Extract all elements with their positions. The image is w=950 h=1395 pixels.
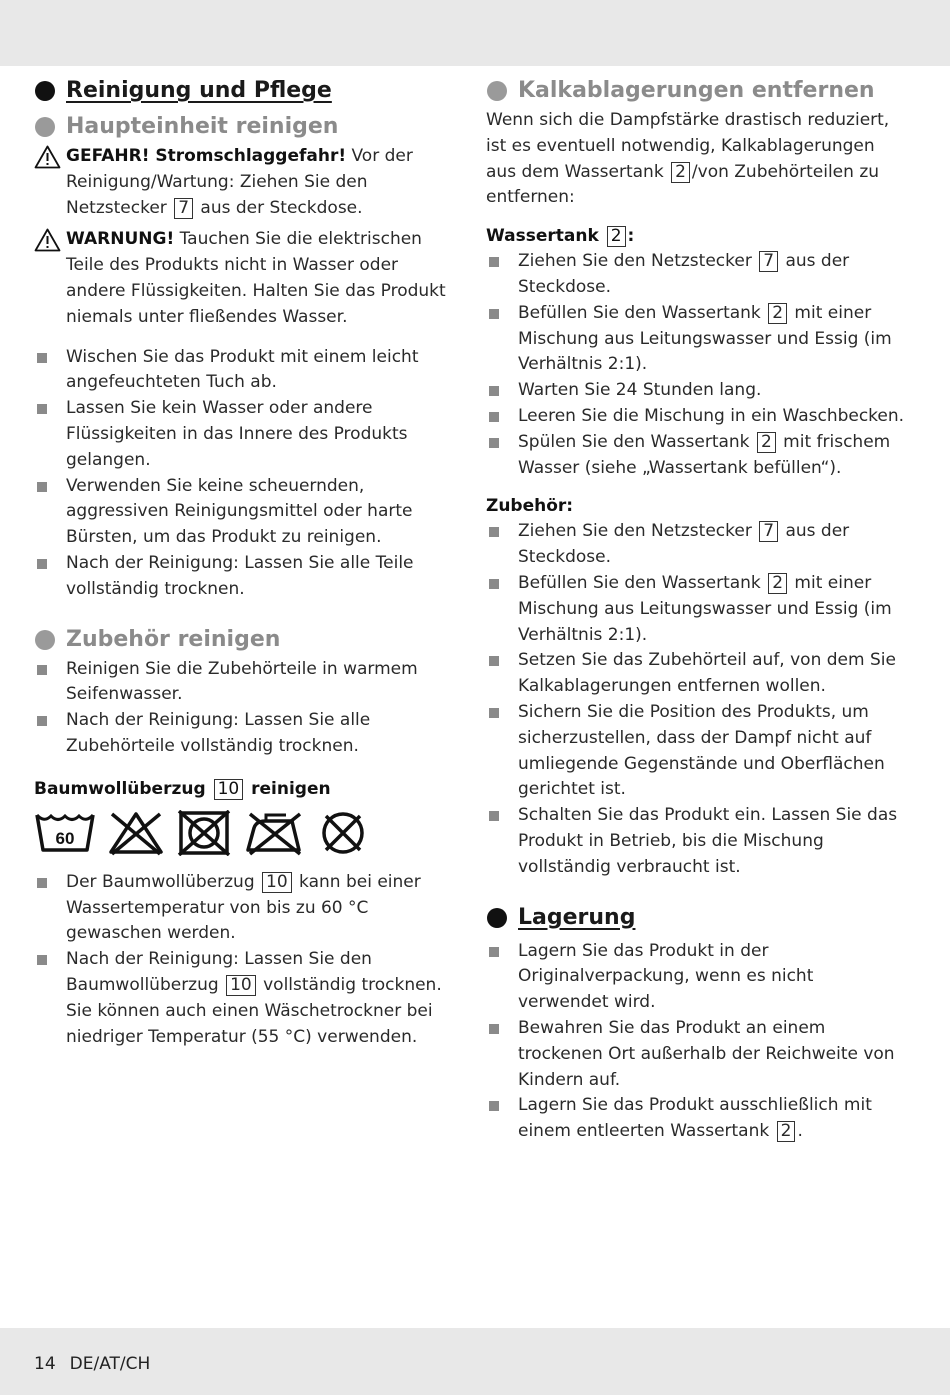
wash-60-icon [34, 810, 96, 856]
warning-notice: WARNUNG! Tauchen Sie die elektrischen Teile des Produkts nicht in Wasser oder andere Flüssigkeiten. Halten Sie das Produkt niemals unter fließendes Wasser. [34, 227, 462, 330]
list-item: Spülen Sie den Wassertank 2 mit frischem Wasser (siehe „Wassertank befüllen“). [486, 430, 906, 482]
bullet-dot-icon [35, 630, 55, 650]
square-bullet-icon [489, 527, 499, 537]
ref-number: 10 [262, 872, 292, 893]
list-item: Wischen Sie das Produkt mit einem leicht angefeuchteten Tuch ab. [34, 345, 462, 397]
bullet-dot-icon [487, 81, 507, 101]
subheading-accessories: Zubehör reinigen [34, 625, 462, 655]
warning-triangle-icon [34, 228, 61, 252]
bullet-dot-icon [35, 117, 55, 137]
section-heading-storage: Lagerung [486, 903, 906, 933]
square-bullet-icon [37, 482, 47, 492]
locale-label: DE/AT/CH [69, 1354, 151, 1374]
list-item: Nach der Reinigung: Lassen Sie den Baumwollüberzug 10 vollständig trocknen. Sie können auch einen Wäschetrockner bei niedriger Temperatur (55 °C) verwenden. [34, 947, 462, 1050]
danger-notice: GEFAHR! Stromschlaggefahr! Vor der Reinigung/Wartung: Ziehen Sie den Netzstecker 7 aus der Steckdose. [34, 144, 462, 221]
no-dry-clean-icon [316, 810, 370, 856]
list-item: Warten Sie 24 Stunden lang. [486, 378, 906, 404]
square-bullet-icon [489, 438, 499, 448]
ref-number: 2 [757, 432, 776, 453]
no-tumble-dry-icon [176, 810, 232, 856]
list-item: Lagern Sie das Produkt ausschließlich mit einem entleerten Wassertank 2 . [486, 1093, 906, 1145]
water-tank-heading: Wassertank 2 : [486, 226, 635, 247]
list-item: Sichern Sie die Position des Produkts, um sicherzustellen, dass der Dampf nicht auf umliegende Gegenstände und Oberflächen gerichtet ist. [486, 700, 906, 803]
ref-number: 2 [777, 1121, 796, 1142]
left-column [34, 76, 462, 1050]
square-bullet-icon [489, 1024, 499, 1034]
list-item: Der Baumwollüberzug 10 kann bei einer Wassertemperatur von bis zu 60 °C gewaschen werden. [34, 870, 462, 947]
header-bar [0, 0, 950, 66]
main-unit-list [34, 345, 462, 603]
list-item: Lagern Sie das Produkt in der Originalverpackung, wenn es nicht verwendet wird. [486, 939, 906, 1016]
accessories-descale-list [486, 519, 906, 880]
square-bullet-icon [489, 708, 499, 718]
square-bullet-icon [37, 559, 47, 569]
ref-number: 10 [214, 779, 244, 800]
descaling-intro: Wenn sich die Dampfstärke drastisch reduziert, ist es eventuell notwendig, Kalkablagerungen aus dem Wassertank 2 /von Zubehörteilen zu entfernen: [486, 110, 890, 208]
subheading-main-unit: Haupteinheit reinigen [34, 112, 462, 142]
list-item: Schalten Sie das Produkt ein. Lassen Sie das Produkt in Betrieb, bis die Mischung vollständig verbraucht ist. [486, 803, 906, 880]
storage-list [486, 939, 906, 1145]
water-tank-list [486, 249, 906, 481]
ref-number: 7 [759, 251, 778, 272]
no-bleach-icon [108, 810, 164, 856]
square-bullet-icon [489, 1101, 499, 1111]
ref-number: 2 [607, 226, 626, 247]
square-bullet-icon [489, 947, 499, 957]
page-footer [34, 1354, 164, 1374]
square-bullet-icon [37, 955, 47, 965]
square-bullet-icon [489, 412, 499, 422]
square-bullet-icon [37, 353, 47, 363]
list-item: Reinigen Sie die Zubehörteile in warmem Seifenwasser. [34, 657, 462, 709]
ref-number: 7 [759, 521, 778, 542]
right-column [486, 76, 906, 1145]
square-bullet-icon [37, 404, 47, 414]
subheading-descaling: Kalkablagerungen entfernen [486, 76, 906, 106]
square-bullet-icon [37, 878, 47, 888]
list-item: Verwenden Sie keine scheuernden, aggressiven Reinigungsmittel oder harte Bürsten, um das Produkt zu reinigen. [34, 474, 462, 551]
list-item: Nach der Reinigung: Lassen Sie alle Teile vollständig trocknen. [34, 551, 462, 603]
care-symbols [34, 810, 462, 856]
ref-number: 10 [226, 975, 256, 996]
cotton-cover-heading: Baumwollüberzug 10 reinigen [34, 778, 331, 799]
cotton-cover-list [34, 870, 462, 1051]
square-bullet-icon [489, 811, 499, 821]
warning-triangle-icon [34, 145, 61, 169]
square-bullet-icon [489, 309, 499, 319]
ref-number: 2 [768, 303, 787, 324]
list-item: Lassen Sie kein Wasser oder andere Flüssigkeiten in das Innere des Produkts gelangen. [34, 396, 462, 473]
no-ironing-icon [244, 810, 304, 856]
accessories-heading: Zubehör: [486, 496, 574, 517]
list-item: Setzen Sie das Zubehörteil auf, von dem Sie Kalkablagerungen entfernen wollen. [486, 648, 906, 700]
square-bullet-icon [489, 656, 499, 666]
list-item: Befüllen Sie den Wassertank 2 mit einer Mischung aus Leitungswasser und Essig (im Verhältnis 2:1). [486, 571, 906, 648]
list-item: Befüllen Sie den Wassertank 2 mit einer Mischung aus Leitungswasser und Essig (im Verhältnis 2:1). [486, 301, 906, 378]
list-item: Ziehen Sie den Netzstecker 7 aus der Steckdose. [486, 519, 906, 571]
page-number: 14 [34, 1354, 56, 1374]
list-item: Nach der Reinigung: Lassen Sie alle Zubehörteile vollständig trocknen. [34, 708, 462, 760]
square-bullet-icon [37, 665, 47, 675]
accessories-list [34, 657, 462, 760]
list-item: Leeren Sie die Mischung in ein Waschbecken. [486, 404, 906, 430]
section-heading-cleaning: Reinigung und Pflege [34, 76, 462, 106]
wash-temp-label: 60 [55, 828, 75, 848]
square-bullet-icon [489, 579, 499, 589]
ref-number: 2 [768, 573, 787, 594]
square-bullet-icon [489, 386, 499, 396]
list-item: Ziehen Sie den Netzstecker 7 aus der Steckdose. [486, 249, 906, 301]
bullet-dot-icon [487, 908, 507, 928]
ref-number: 2 [671, 162, 690, 183]
list-item: Bewahren Sie das Produkt an einem trockenen Ort außerhalb der Reichweite von Kindern auf. [486, 1016, 906, 1093]
bullet-dot-icon [35, 81, 55, 101]
ref-number: 7 [174, 198, 193, 219]
square-bullet-icon [489, 257, 499, 267]
square-bullet-icon [37, 716, 47, 726]
